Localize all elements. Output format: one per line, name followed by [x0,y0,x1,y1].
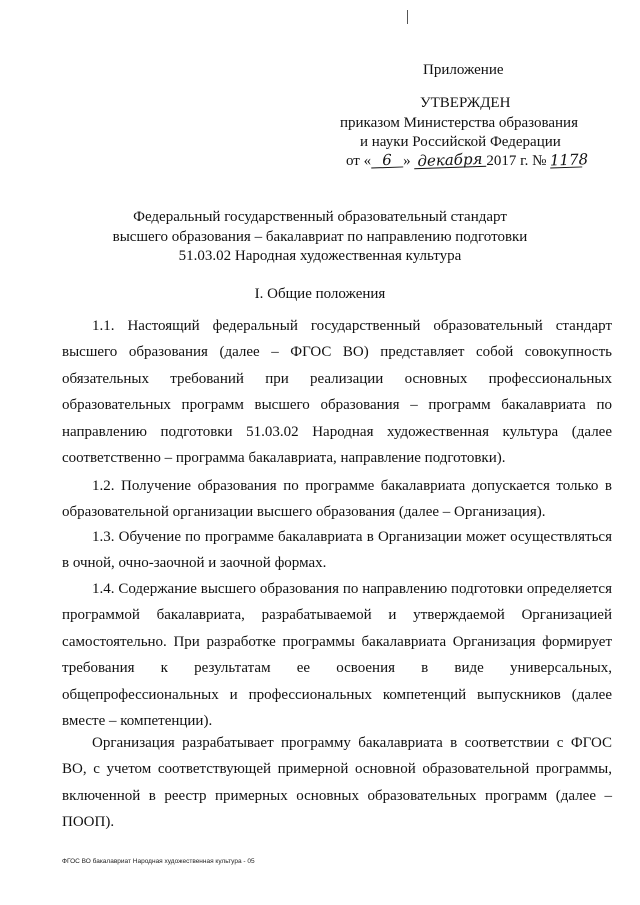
section-title: I. Общие положения [254,286,386,302]
order-line-2: и науки Российской Федерации [360,134,561,150]
paragraph-1-3: 1.3. Обучение по программе бакалавриата в Организации может осуществляться в очной, очно-заочной и заочной формах. [62,529,612,572]
paragraph-organization: Организация разрабатывает программу бакалавриата в соответствии с ФГОС ВО, с учетом соответствующей примерной основной образовательной программы, включенной в реестр примерных основных образовательных программ (далее – ПООП). [62,735,612,831]
paragraph-1-2: 1.2. Получение образования по программе бакалавриата допускается только в образовательной организации высшего образования (далее – Организация). [62,478,612,521]
standard-title-line-2: высшего образования – бакалавриат по направлению подготовки [112,229,528,245]
scan-mark [407,10,408,24]
page-footer: ФГОС ВО бакалавриат Народная художественная культура - 05 [62,858,255,865]
paragraph-1-4: 1.4. Содержание высшего образования по направлению подготовки определяется программой бакалавриата, разрабатываемой и утверждаемой Организацией самостоятельно. При разработке программы бакалавриата Организация формирует требования к результатам ее освоения в виде универсальных, общепрофессиональных и профессиональных компетенций выпускников (далее вместе – компетенции). [62,581,612,730]
handwritten-order-number: 1178 [549,150,589,170]
order-line-1: приказом Министерства образования [340,115,578,131]
handwritten-month: декабря [414,153,486,170]
date-prefix: от « [346,153,372,169]
standard-title-line-1: Федеральный государственный образовательный стандарт [133,209,507,225]
date-mid: » [403,153,411,169]
order-date-line [346,149,589,171]
standard-title-line-3: 51.03.02 Народная художественная культура [178,248,462,264]
paragraph-1-1: 1.1. Настоящий федеральный государственный образовательный стандарт высшего образования (далее – ФГОС ВО) представляет собой совокупность обязательных требований при реализации основных профессиональных образовательных программ высшего образования – программ бакалавриата по направлению подготовки 51.03.02 Народная художественная культура (далее соответственно – программа бакалавриата, направление подготовки). [62,318,612,467]
appendix-label: Приложение [423,62,504,78]
date-year: 2017 г. № [486,153,547,169]
approved-label: УТВЕРЖДЕН [420,95,511,111]
handwritten-day: 6 [371,153,403,168]
